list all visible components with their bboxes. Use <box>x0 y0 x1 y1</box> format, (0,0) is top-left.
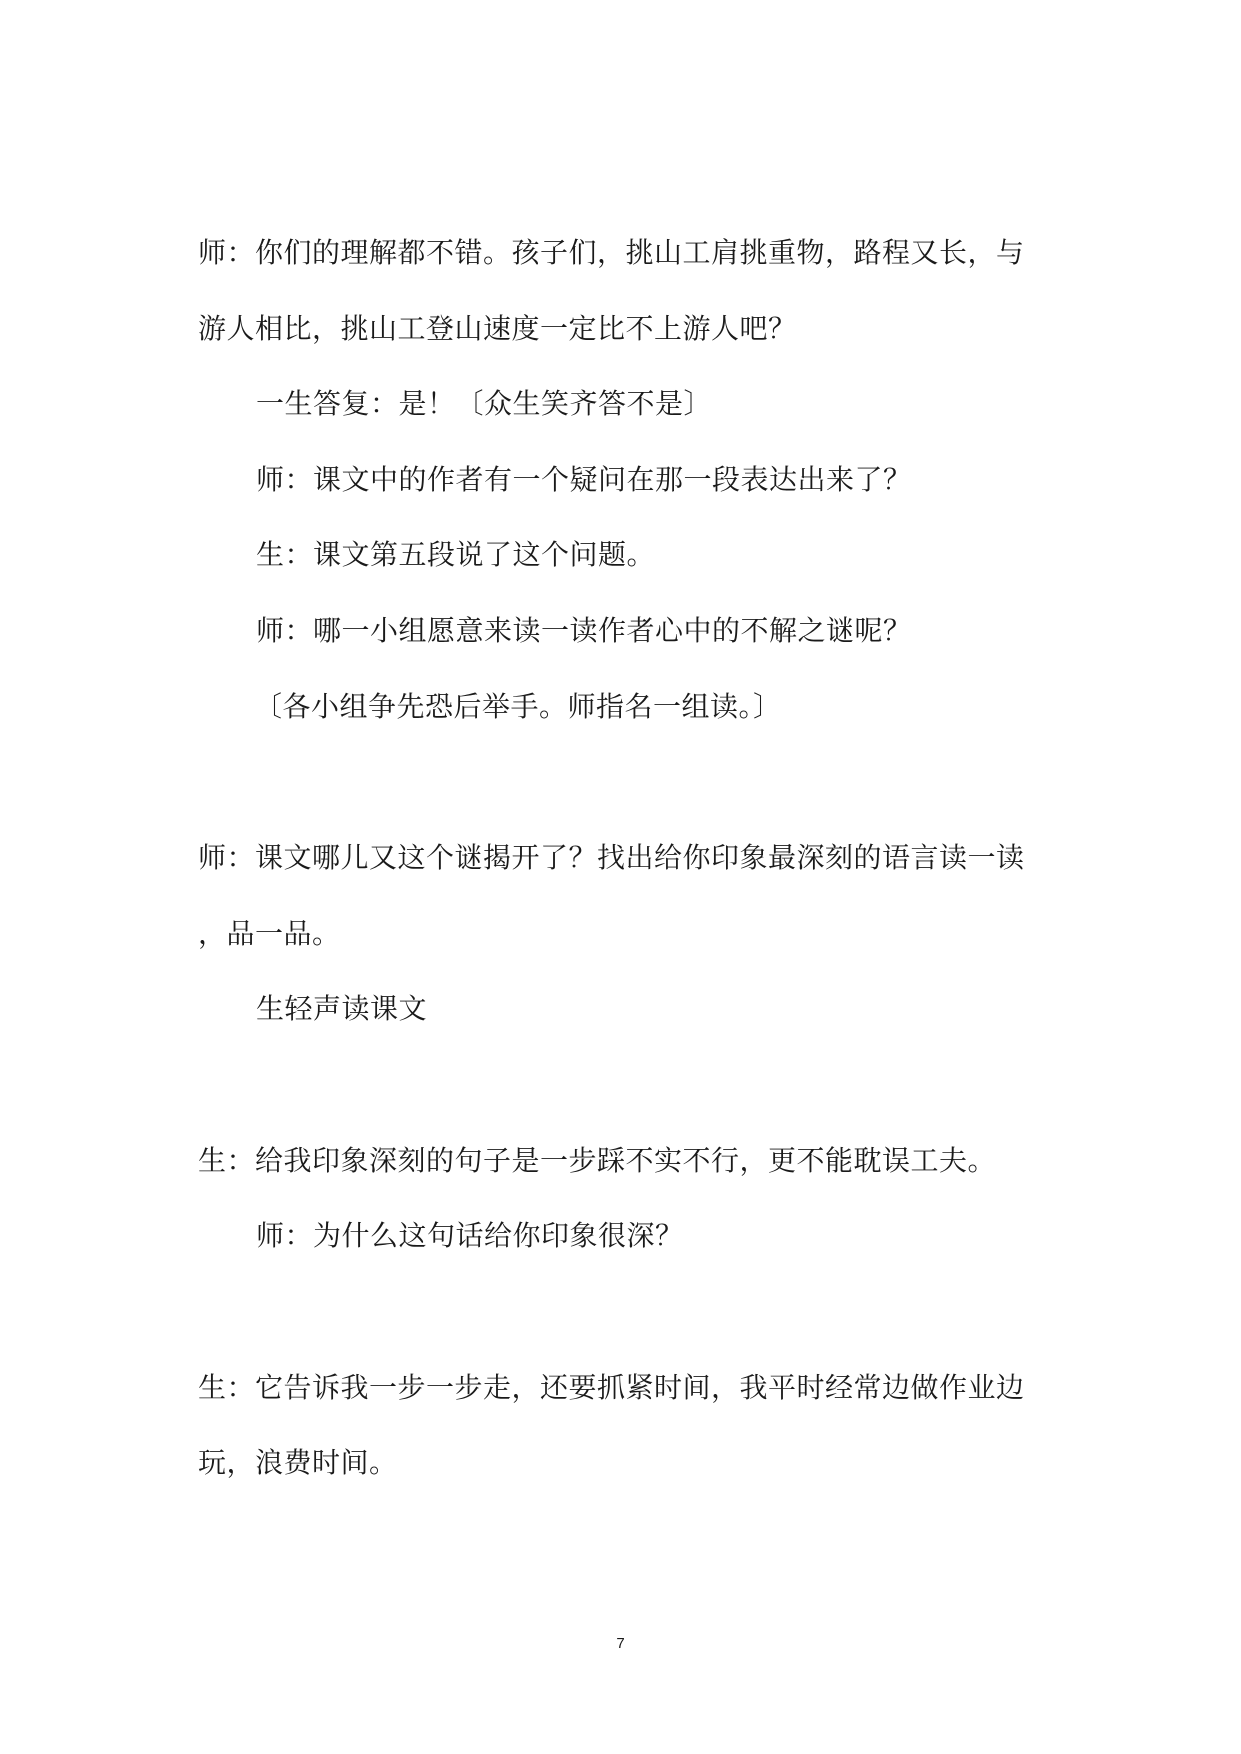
dialogue-line: ，品一品。 <box>198 917 341 950</box>
page-number: 7 <box>616 1635 625 1652</box>
dialogue-line: 师：哪一小组愿意来读一读作者心中的不解之谜呢？ <box>256 614 912 647</box>
dialogue-line: 玩，浪费时间。 <box>198 1446 398 1479</box>
dialogue-line: 游人相比，挑山工登山速度一定比不上游人吧？ <box>198 312 797 345</box>
dialogue-line: 师：课文中的作者有一个疑问在那一段表达出来了？ <box>256 463 912 496</box>
dialogue-line: 师：为什么这句话给你印象很深？ <box>256 1219 684 1252</box>
stage-direction-line: 〔各小组争先恐后举手。师指名一组读。〕 <box>254 690 782 723</box>
dialogue-line: 一生答复：是！〔众生笑齐答不是〕 <box>256 387 713 420</box>
dialogue-line: 师：你们的理解都不错。孩子们，挑山工肩挑重物，路程又长，与 <box>198 236 1025 269</box>
dialogue-line: 生：它告诉我一步一步走，还要抓紧时间，我平时经常边做作业边 <box>198 1371 1025 1404</box>
dialogue-line: 生：给我印象深刻的句子是一步踩不实不行，更不能耽误工夫。 <box>198 1144 997 1177</box>
stage-direction-line: 生轻声读课文 <box>256 992 428 1025</box>
dialogue-line: 师：课文哪儿又这个谜揭开了？找出给你印象最深刻的语言读一读 <box>198 841 1025 874</box>
dialogue-line: 生：课文第五段说了这个问题。 <box>256 538 656 571</box>
